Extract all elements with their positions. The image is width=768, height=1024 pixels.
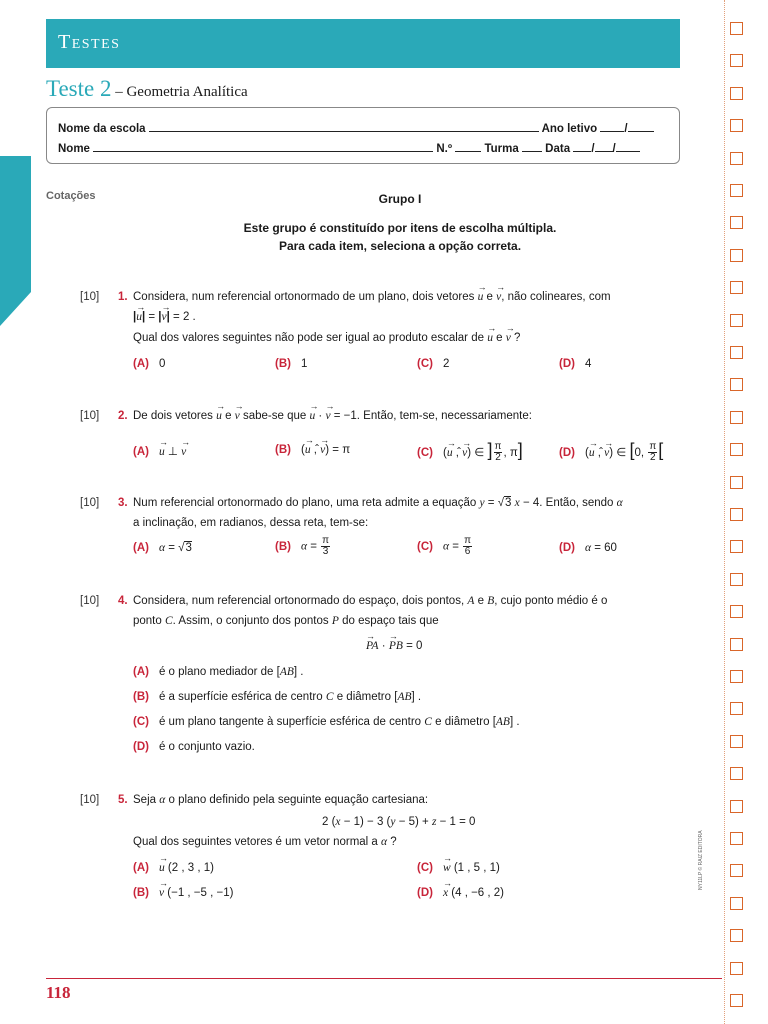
margin-checkbox[interactable] (730, 443, 743, 456)
q3-points: [10] (80, 497, 100, 509)
q5-number: 5. (118, 794, 128, 806)
banner-title: Testes (58, 31, 121, 53)
q2-option-a[interactable]: (A)→ u ⊥ → v (133, 444, 186, 458)
test-number: Teste 2 (46, 76, 112, 101)
cotacoes-label: Cotações (46, 190, 96, 202)
margin-checkbox[interactable] (730, 249, 743, 262)
form-row-school: Nome da escola Ano letivo / (58, 121, 668, 135)
margin-checkbox[interactable] (730, 87, 743, 100)
q1-text-line1: Considera, num referencial ortonormado de um plano, dois vetores → u e → v, não colineares, com (133, 291, 611, 303)
footer-divider (46, 978, 722, 979)
margin-checkbox[interactable] (730, 638, 743, 651)
test-title (46, 76, 248, 102)
number-field[interactable] (455, 141, 481, 152)
name-field[interactable] (93, 141, 433, 152)
year-field-1[interactable] (600, 121, 624, 132)
rail-dotted-line (724, 0, 726, 1024)
q4-option-c[interactable]: (C) é um plano tangente à superfície esférica de centro C e diâmetro [AB] . (133, 716, 520, 728)
margin-checkbox[interactable] (730, 540, 743, 553)
margin-checkbox[interactable] (730, 897, 743, 910)
year-field-2[interactable] (628, 121, 654, 132)
margin-checkbox[interactable] (730, 411, 743, 424)
form-row-name: Nome N.º Turma Data / / (58, 141, 668, 155)
margin-checkbox[interactable] (730, 994, 743, 1007)
q5-text-line2: Qual dos seguintes vetores é um vetor normal a α ? (133, 836, 397, 848)
group-desc-line2: Para cada item, seleciona a opção correta. (278, 239, 522, 253)
q4-option-a[interactable]: (A) é o plano mediador de [AB] . (133, 666, 304, 678)
margin-checkbox[interactable] (730, 184, 743, 197)
group-title: Grupo I (378, 192, 422, 206)
student-info-form (46, 107, 680, 164)
date-field-year[interactable] (616, 141, 640, 152)
q5-option-d[interactable]: (D)→ x (4 , −6 , 2) (417, 887, 504, 899)
q1-text-line3: Qual dos valores seguintes não pode ser igual ao produto escalar de → u e → v ? (133, 332, 520, 344)
test-subject: – Geometria Analítica (115, 84, 248, 100)
group-desc-line1: Este grupo é constituído por itens de escolha múltipla. (243, 221, 557, 235)
margin-checkbox[interactable] (730, 378, 743, 391)
q4-option-d[interactable]: (D) é o conjunto vazio. (133, 741, 255, 753)
q5-option-a[interactable]: (A)→ u (2 , 3 , 1) (133, 862, 214, 874)
q4-equation: → PA · → PB = 0 (366, 640, 422, 652)
margin-checkbox[interactable] (730, 735, 743, 748)
q1-option-d[interactable]: (D) 4 (559, 358, 592, 370)
margin-checkbox[interactable] (730, 573, 743, 586)
margin-checkbox[interactable] (730, 929, 743, 942)
q2-text: De dois vetores → u e → v sabe-se que → u · → v = −1. Então, tem-se, necessariamente: (133, 410, 532, 422)
number-label: N.º (436, 143, 453, 155)
page-number: 118 (46, 983, 71, 1002)
q3-option-c[interactable]: (C) α = $\frac{\pi}{6}$ (417, 535, 472, 557)
q3-text-line1: Num referencial ortonormado do plano, uma reta admite a equação y = √3 x − 4. Então, sendo α (133, 497, 623, 509)
margin-checkbox[interactable] (730, 864, 743, 877)
q3-text-line2: a inclinação, em radianos, dessa reta, tem-se: (133, 517, 369, 529)
q3-option-b[interactable]: (B) α = $\frac{\pi}{3}$ (275, 535, 330, 557)
school-label: Nome da escola (58, 123, 146, 135)
q5-points: [10] (80, 794, 100, 806)
margin-checkbox[interactable] (730, 508, 743, 521)
q5-text-line1: Seja α o plano definido pela seguinte equação cartesiana: (133, 794, 429, 806)
side-tab (0, 156, 31, 326)
q1-option-b[interactable]: (B) 1 (275, 358, 308, 370)
margin-checkbox[interactable] (730, 670, 743, 683)
q2-points: [10] (80, 410, 100, 422)
margin-checkbox[interactable] (730, 346, 743, 359)
q2-option-d[interactable]: (D) (→ u ,̂ → v) ∈ [0, $\frac{\pi}{2}$ [ (559, 440, 663, 463)
q1-points: [10] (80, 291, 100, 303)
q2-number: 2. (118, 410, 128, 422)
q5-option-c[interactable]: (C)→ w (1 , 5 , 1) (417, 862, 500, 874)
margin-checkbox[interactable] (730, 281, 743, 294)
margin-checkbox[interactable] (730, 767, 743, 780)
q1-option-a[interactable]: (A) 0 (133, 358, 166, 370)
q2-option-b[interactable]: (B) (→ u ,̂ → v) = π (275, 444, 350, 456)
q4-number: 4. (118, 595, 128, 607)
name-label: Nome (58, 143, 90, 155)
margin-checkbox[interactable] (730, 605, 743, 618)
q4-text-line1: Considera, num referencial ortonormado do espaço, dois pontos, A e B, cujo ponto médio é o (133, 595, 608, 607)
q4-option-b[interactable]: (B) é a superfície esférica de centro C e diâmetro [AB] . (133, 691, 422, 703)
q4-points: [10] (80, 595, 100, 607)
margin-checkbox[interactable] (730, 119, 743, 132)
section-banner (46, 19, 680, 68)
margin-checkbox[interactable] (730, 216, 743, 229)
year-label: Ano letivo (541, 123, 598, 135)
date-field-month[interactable] (595, 141, 613, 152)
margin-checkbox[interactable] (730, 962, 743, 975)
q4-text-line2: ponto C. Assim, o conjunto dos pontos P do espaço tais que (133, 615, 439, 627)
margin-checkbox[interactable] (730, 152, 743, 165)
publisher-credit: NY11LP © RAIZ EDITORA (698, 830, 704, 890)
q1-option-c[interactable]: (C) 2 (417, 358, 450, 370)
margin-checkbox[interactable] (730, 832, 743, 845)
q2-option-c[interactable]: (C) (→ u ,̂ → v) ∈ ] $\frac{\pi}{2}$ , π] (417, 440, 523, 463)
margin-checkbox[interactable] (730, 22, 743, 35)
checkbox-rail (720, 0, 768, 1024)
q3-number: 3. (118, 497, 128, 509)
school-field[interactable] (149, 121, 539, 132)
q5-equation: 2 (x − 1) − 3 (y − 5) + z − 1 = 0 (322, 816, 476, 828)
q3-option-d[interactable]: (D) α = 60 (559, 542, 617, 554)
q1-text-line2: |→ u| = |→ v| = 2 . (133, 311, 196, 323)
q5-option-b[interactable]: (B)→ v (−1 , −5 , −1) (133, 887, 233, 899)
margin-checkbox[interactable] (730, 800, 743, 813)
group-description (200, 219, 600, 255)
margin-checkbox[interactable] (730, 314, 743, 327)
margin-checkbox[interactable] (730, 702, 743, 715)
class-label: Turma (484, 143, 519, 155)
q3-option-a[interactable]: (A) α = √3 (133, 542, 192, 554)
margin-checkbox[interactable] (730, 54, 743, 67)
class-field[interactable] (522, 141, 542, 152)
q1-number: 1. (118, 291, 128, 303)
date-field-day[interactable] (573, 141, 591, 152)
margin-checkbox[interactable] (730, 476, 743, 489)
date-label: Data (545, 143, 571, 155)
